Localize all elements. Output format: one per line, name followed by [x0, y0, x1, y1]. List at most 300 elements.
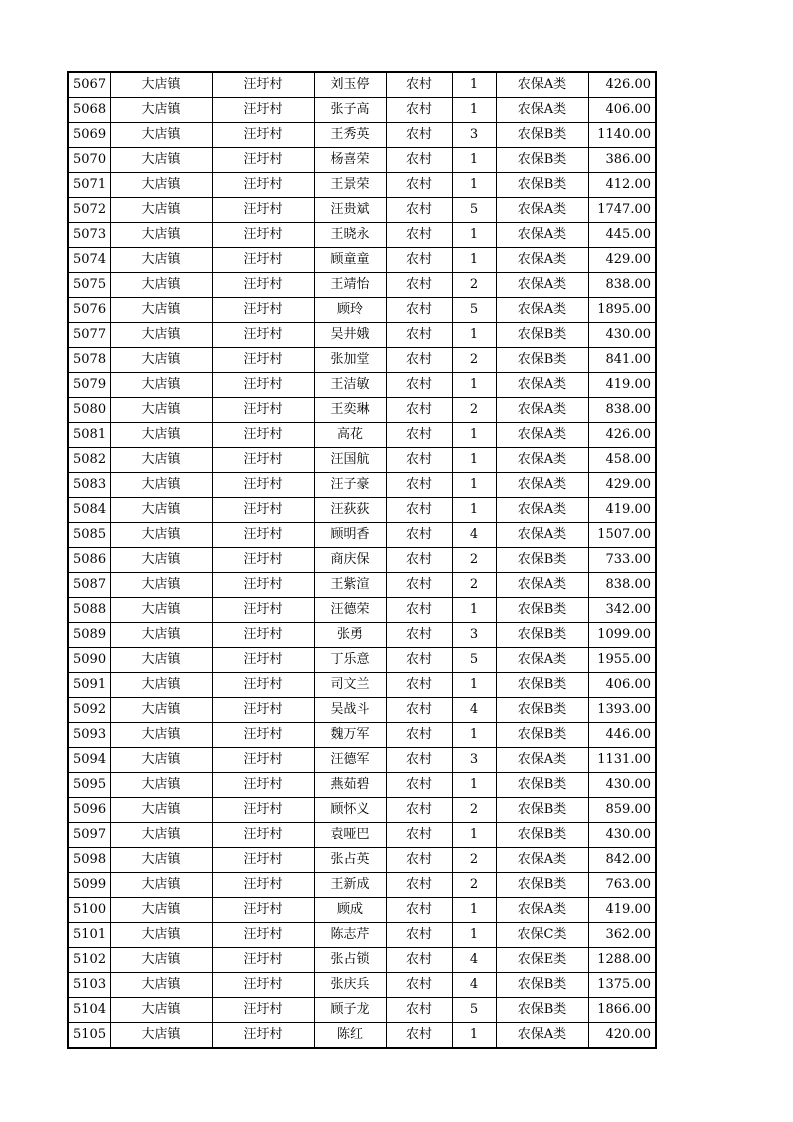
town-cell: 大店镇: [110, 373, 212, 398]
village-cell: 汪圩村: [212, 273, 314, 298]
town-cell: 大店镇: [110, 148, 212, 173]
village-cell: 汪圩村: [212, 223, 314, 248]
table-row: [68, 873, 656, 898]
table-row: [68, 723, 656, 748]
insurance-category-cell: 农保B类: [496, 148, 588, 173]
table-row: [68, 998, 656, 1023]
town-cell: 大店镇: [110, 423, 212, 448]
insurance-category-cell: 农保A类: [496, 423, 588, 448]
person-name-cell: 商庆保: [314, 548, 386, 573]
village-cell: 汪圩村: [212, 848, 314, 873]
town-cell: 大店镇: [110, 673, 212, 698]
record-id-cell: 5101: [68, 923, 110, 948]
person-name-cell: 汪德军: [314, 748, 386, 773]
town-cell: 大店镇: [110, 473, 212, 498]
village-cell: 汪圩村: [212, 323, 314, 348]
insurance-category-cell: 农保B类: [496, 673, 588, 698]
village-cell: 汪圩村: [212, 523, 314, 548]
member-count-cell: 2: [452, 548, 496, 573]
record-id-cell: 5075: [68, 273, 110, 298]
village-cell: 汪圩村: [212, 423, 314, 448]
town-cell: 大店镇: [110, 523, 212, 548]
insurance-category-cell: 农保B类: [496, 323, 588, 348]
person-name-cell: 顾玲: [314, 298, 386, 323]
member-count-cell: 1: [452, 148, 496, 173]
household-type-cell: 农村: [386, 98, 452, 123]
record-id-cell: 5072: [68, 198, 110, 223]
household-type-cell: 农村: [386, 648, 452, 673]
village-cell: 汪圩村: [212, 573, 314, 598]
insurance-category-cell: 农保A类: [496, 273, 588, 298]
town-cell: 大店镇: [110, 598, 212, 623]
person-name-cell: 丁乐意: [314, 648, 386, 673]
household-type-cell: 农村: [386, 423, 452, 448]
town-cell: 大店镇: [110, 223, 212, 248]
table-row: [68, 223, 656, 248]
table-row: [68, 423, 656, 448]
village-cell: 汪圩村: [212, 348, 314, 373]
person-name-cell: 顾成: [314, 898, 386, 923]
amount-cell: 1288.00: [588, 948, 656, 973]
table-row: [68, 773, 656, 798]
member-count-cell: 1: [452, 373, 496, 398]
record-id-cell: 5092: [68, 698, 110, 723]
member-count-cell: 1: [452, 72, 496, 98]
amount-cell: 838.00: [588, 573, 656, 598]
town-cell: 大店镇: [110, 573, 212, 598]
person-name-cell: 高花: [314, 423, 386, 448]
household-type-cell: 农村: [386, 198, 452, 223]
member-count-cell: 4: [452, 523, 496, 548]
member-count-cell: 1: [452, 598, 496, 623]
table-row: [68, 248, 656, 273]
insurance-category-cell: 农保A类: [496, 223, 588, 248]
household-type-cell: 农村: [386, 748, 452, 773]
amount-cell: 838.00: [588, 273, 656, 298]
village-cell: 汪圩村: [212, 98, 314, 123]
person-name-cell: 张勇: [314, 623, 386, 648]
village-cell: 汪圩村: [212, 373, 314, 398]
record-id-cell: 5098: [68, 848, 110, 873]
town-cell: 大店镇: [110, 1023, 212, 1049]
table-row: [68, 173, 656, 198]
table-row: [68, 298, 656, 323]
amount-cell: 1393.00: [588, 698, 656, 723]
record-id-cell: 5100: [68, 898, 110, 923]
town-cell: 大店镇: [110, 698, 212, 723]
member-count-cell: 1: [452, 923, 496, 948]
insurance-category-cell: 农保B类: [496, 723, 588, 748]
person-name-cell: 王洁敏: [314, 373, 386, 398]
person-name-cell: 汪贵斌: [314, 198, 386, 223]
member-count-cell: 3: [452, 623, 496, 648]
town-cell: 大店镇: [110, 648, 212, 673]
town-cell: 大店镇: [110, 623, 212, 648]
record-id-cell: 5099: [68, 873, 110, 898]
village-cell: 汪圩村: [212, 398, 314, 423]
member-count-cell: 2: [452, 798, 496, 823]
member-count-cell: 3: [452, 748, 496, 773]
household-type-cell: 农村: [386, 1023, 452, 1049]
amount-cell: 426.00: [588, 423, 656, 448]
insurance-category-cell: 农保A类: [496, 573, 588, 598]
person-name-cell: 张加堂: [314, 348, 386, 373]
member-count-cell: 5: [452, 998, 496, 1023]
insurance-category-cell: 农保A类: [496, 848, 588, 873]
table-row: [68, 923, 656, 948]
town-cell: 大店镇: [110, 173, 212, 198]
village-cell: 汪圩村: [212, 72, 314, 98]
amount-cell: 1375.00: [588, 973, 656, 998]
village-cell: 汪圩村: [212, 148, 314, 173]
member-count-cell: 1: [452, 323, 496, 348]
person-name-cell: 杨喜荣: [314, 148, 386, 173]
person-name-cell: 刘玉停: [314, 72, 386, 98]
amount-cell: 1866.00: [588, 998, 656, 1023]
town-cell: 大店镇: [110, 823, 212, 848]
record-id-cell: 5084: [68, 498, 110, 523]
amount-cell: 362.00: [588, 923, 656, 948]
record-id-cell: 5071: [68, 173, 110, 198]
amount-cell: 733.00: [588, 548, 656, 573]
household-type-cell: 农村: [386, 573, 452, 598]
record-id-cell: 5070: [68, 148, 110, 173]
record-id-cell: 5096: [68, 798, 110, 823]
household-type-cell: 农村: [386, 148, 452, 173]
table-row: [68, 198, 656, 223]
member-count-cell: 4: [452, 973, 496, 998]
record-id-cell: 5077: [68, 323, 110, 348]
household-type-cell: 农村: [386, 723, 452, 748]
insurance-category-cell: 农保A类: [496, 1023, 588, 1049]
insurance-category-cell: 农保B类: [496, 598, 588, 623]
town-cell: 大店镇: [110, 873, 212, 898]
town-cell: 大店镇: [110, 98, 212, 123]
insurance-category-cell: 农保B类: [496, 798, 588, 823]
insurance-category-cell: 农保B类: [496, 998, 588, 1023]
household-type-cell: 农村: [386, 223, 452, 248]
insurance-category-cell: 农保A类: [496, 498, 588, 523]
household-type-cell: 农村: [386, 623, 452, 648]
amount-cell: 1507.00: [588, 523, 656, 548]
household-type-cell: 农村: [386, 848, 452, 873]
person-name-cell: 张占锁: [314, 948, 386, 973]
household-type-cell: 农村: [386, 298, 452, 323]
record-id-cell: 5067: [68, 72, 110, 98]
village-cell: 汪圩村: [212, 748, 314, 773]
member-count-cell: 2: [452, 348, 496, 373]
village-cell: 汪圩村: [212, 623, 314, 648]
table-row: [68, 598, 656, 623]
village-cell: 汪圩村: [212, 473, 314, 498]
person-name-cell: 汪德荣: [314, 598, 386, 623]
household-roster-table: [67, 71, 657, 1049]
member-count-cell: 5: [452, 298, 496, 323]
insurance-category-cell: 农保A类: [496, 898, 588, 923]
table-row: [68, 623, 656, 648]
amount-cell: 342.00: [588, 598, 656, 623]
insurance-category-cell: 农保A类: [496, 748, 588, 773]
record-id-cell: 5094: [68, 748, 110, 773]
household-type-cell: 农村: [386, 448, 452, 473]
table-row: [68, 523, 656, 548]
member-count-cell: 3: [452, 123, 496, 148]
amount-cell: 426.00: [588, 72, 656, 98]
insurance-category-cell: 农保B类: [496, 873, 588, 898]
town-cell: 大店镇: [110, 348, 212, 373]
member-count-cell: 1: [452, 98, 496, 123]
amount-cell: 838.00: [588, 398, 656, 423]
village-cell: 汪圩村: [212, 698, 314, 723]
table-row: [68, 473, 656, 498]
table-row: [68, 673, 656, 698]
amount-cell: 1131.00: [588, 748, 656, 773]
household-type-cell: 农村: [386, 673, 452, 698]
table-row: [68, 373, 656, 398]
member-count-cell: 4: [452, 698, 496, 723]
town-cell: 大店镇: [110, 898, 212, 923]
table-row: [68, 848, 656, 873]
amount-cell: 429.00: [588, 473, 656, 498]
household-type-cell: 农村: [386, 698, 452, 723]
member-count-cell: 1: [452, 823, 496, 848]
record-id-cell: 5068: [68, 98, 110, 123]
insurance-category-cell: 农保E类: [496, 948, 588, 973]
member-count-cell: 1: [452, 773, 496, 798]
household-type-cell: 农村: [386, 998, 452, 1023]
insurance-category-cell: 农保A类: [496, 98, 588, 123]
amount-cell: 412.00: [588, 173, 656, 198]
table-row: [68, 348, 656, 373]
record-id-cell: 5082: [68, 448, 110, 473]
household-type-cell: 农村: [386, 973, 452, 998]
town-cell: 大店镇: [110, 448, 212, 473]
insurance-category-cell: 农保B类: [496, 698, 588, 723]
insurance-category-cell: 农保A类: [496, 298, 588, 323]
insurance-category-cell: 农保B类: [496, 548, 588, 573]
table-row: [68, 573, 656, 598]
record-id-cell: 5102: [68, 948, 110, 973]
member-count-cell: 1: [452, 473, 496, 498]
amount-cell: 430.00: [588, 823, 656, 848]
town-cell: 大店镇: [110, 198, 212, 223]
village-cell: 汪圩村: [212, 673, 314, 698]
member-count-cell: 2: [452, 873, 496, 898]
insurance-category-cell: 农保B类: [496, 773, 588, 798]
insurance-category-cell: 农保A类: [496, 248, 588, 273]
town-cell: 大店镇: [110, 72, 212, 98]
table-row: [68, 148, 656, 173]
member-count-cell: 2: [452, 848, 496, 873]
household-type-cell: 农村: [386, 923, 452, 948]
member-count-cell: 4: [452, 948, 496, 973]
person-name-cell: 汪子豪: [314, 473, 386, 498]
person-name-cell: 顾童童: [314, 248, 386, 273]
amount-cell: 386.00: [588, 148, 656, 173]
insurance-category-cell: 农保C类: [496, 923, 588, 948]
village-cell: 汪圩村: [212, 973, 314, 998]
amount-cell: 1099.00: [588, 623, 656, 648]
record-id-cell: 5088: [68, 598, 110, 623]
record-id-cell: 5080: [68, 398, 110, 423]
record-id-cell: 5093: [68, 723, 110, 748]
table-row: [68, 448, 656, 473]
record-id-cell: 5085: [68, 523, 110, 548]
person-name-cell: 王紫渲: [314, 573, 386, 598]
person-name-cell: 王奕琳: [314, 398, 386, 423]
town-cell: 大店镇: [110, 748, 212, 773]
person-name-cell: 顾明香: [314, 523, 386, 548]
household-type-cell: 农村: [386, 873, 452, 898]
record-id-cell: 5104: [68, 998, 110, 1023]
record-id-cell: 5105: [68, 1023, 110, 1049]
village-cell: 汪圩村: [212, 648, 314, 673]
member-count-cell: 2: [452, 273, 496, 298]
amount-cell: 1747.00: [588, 198, 656, 223]
household-type-cell: 农村: [386, 72, 452, 98]
household-type-cell: 农村: [386, 948, 452, 973]
table-row: [68, 798, 656, 823]
town-cell: 大店镇: [110, 973, 212, 998]
table-row: [68, 273, 656, 298]
village-cell: 汪圩村: [212, 923, 314, 948]
village-cell: 汪圩村: [212, 798, 314, 823]
amount-cell: 1140.00: [588, 123, 656, 148]
member-count-cell: 5: [452, 648, 496, 673]
member-count-cell: 1: [452, 173, 496, 198]
record-id-cell: 5089: [68, 623, 110, 648]
village-cell: 汪圩村: [212, 898, 314, 923]
person-name-cell: 汪荻荻: [314, 498, 386, 523]
amount-cell: 420.00: [588, 1023, 656, 1049]
person-name-cell: 魏万军: [314, 723, 386, 748]
village-cell: 汪圩村: [212, 548, 314, 573]
village-cell: 汪圩村: [212, 823, 314, 848]
person-name-cell: 司文兰: [314, 673, 386, 698]
town-cell: 大店镇: [110, 298, 212, 323]
amount-cell: 419.00: [588, 498, 656, 523]
amount-cell: 429.00: [588, 248, 656, 273]
town-cell: 大店镇: [110, 548, 212, 573]
person-name-cell: 吴井娥: [314, 323, 386, 348]
village-cell: 汪圩村: [212, 948, 314, 973]
insurance-category-cell: 农保A类: [496, 198, 588, 223]
village-cell: 汪圩村: [212, 248, 314, 273]
member-count-cell: 1: [452, 723, 496, 748]
table-row: [68, 698, 656, 723]
table-row: [68, 898, 656, 923]
table-row: [68, 498, 656, 523]
person-name-cell: 王秀英: [314, 123, 386, 148]
table-row: [68, 323, 656, 348]
amount-cell: 842.00: [588, 848, 656, 873]
person-name-cell: 张子高: [314, 98, 386, 123]
member-count-cell: 2: [452, 573, 496, 598]
member-count-cell: 1: [452, 248, 496, 273]
person-name-cell: 张占英: [314, 848, 386, 873]
table-row: [68, 548, 656, 573]
village-cell: 汪圩村: [212, 1023, 314, 1049]
member-count-cell: 1: [452, 223, 496, 248]
household-type-cell: 农村: [386, 273, 452, 298]
insurance-category-cell: 农保B类: [496, 348, 588, 373]
village-cell: 汪圩村: [212, 598, 314, 623]
insurance-category-cell: 农保A类: [496, 448, 588, 473]
amount-cell: 445.00: [588, 223, 656, 248]
town-cell: 大店镇: [110, 998, 212, 1023]
household-type-cell: 农村: [386, 398, 452, 423]
amount-cell: 430.00: [588, 773, 656, 798]
insurance-category-cell: 农保B类: [496, 973, 588, 998]
household-type-cell: 农村: [386, 473, 452, 498]
town-cell: 大店镇: [110, 323, 212, 348]
member-count-cell: 1: [452, 673, 496, 698]
record-id-cell: 5074: [68, 248, 110, 273]
person-name-cell: 陈红: [314, 1023, 386, 1049]
amount-cell: 1955.00: [588, 648, 656, 673]
table-row: [68, 648, 656, 673]
town-cell: 大店镇: [110, 398, 212, 423]
member-count-cell: 1: [452, 498, 496, 523]
amount-cell: 419.00: [588, 898, 656, 923]
insurance-category-cell: 农保A类: [496, 373, 588, 398]
household-type-cell: 农村: [386, 248, 452, 273]
village-cell: 汪圩村: [212, 873, 314, 898]
record-id-cell: 5097: [68, 823, 110, 848]
village-cell: 汪圩村: [212, 773, 314, 798]
record-id-cell: 5087: [68, 573, 110, 598]
household-type-cell: 农村: [386, 323, 452, 348]
table-row: [68, 98, 656, 123]
record-id-cell: 5091: [68, 673, 110, 698]
record-id-cell: 5078: [68, 348, 110, 373]
household-type-cell: 农村: [386, 373, 452, 398]
table-row: [68, 973, 656, 998]
village-cell: 汪圩村: [212, 448, 314, 473]
household-type-cell: 农村: [386, 523, 452, 548]
person-name-cell: 王景荣: [314, 173, 386, 198]
record-id-cell: 5073: [68, 223, 110, 248]
amount-cell: 458.00: [588, 448, 656, 473]
insurance-category-cell: 农保B类: [496, 623, 588, 648]
table-row: [68, 948, 656, 973]
insurance-category-cell: 农保A类: [496, 648, 588, 673]
town-cell: 大店镇: [110, 273, 212, 298]
household-type-cell: 农村: [386, 173, 452, 198]
record-id-cell: 5076: [68, 298, 110, 323]
record-id-cell: 5081: [68, 423, 110, 448]
record-id-cell: 5086: [68, 548, 110, 573]
person-name-cell: 王新成: [314, 873, 386, 898]
insurance-category-cell: 农保B类: [496, 823, 588, 848]
person-name-cell: 吴战斗: [314, 698, 386, 723]
amount-cell: 430.00: [588, 323, 656, 348]
person-name-cell: 顾子龙: [314, 998, 386, 1023]
household-type-cell: 农村: [386, 498, 452, 523]
town-cell: 大店镇: [110, 723, 212, 748]
town-cell: 大店镇: [110, 798, 212, 823]
household-type-cell: 农村: [386, 348, 452, 373]
member-count-cell: 1: [452, 448, 496, 473]
record-id-cell: 5079: [68, 373, 110, 398]
person-name-cell: 顾怀义: [314, 798, 386, 823]
household-type-cell: 农村: [386, 898, 452, 923]
amount-cell: 763.00: [588, 873, 656, 898]
town-cell: 大店镇: [110, 123, 212, 148]
amount-cell: 859.00: [588, 798, 656, 823]
table-row: [68, 1023, 656, 1049]
record-id-cell: 5090: [68, 648, 110, 673]
